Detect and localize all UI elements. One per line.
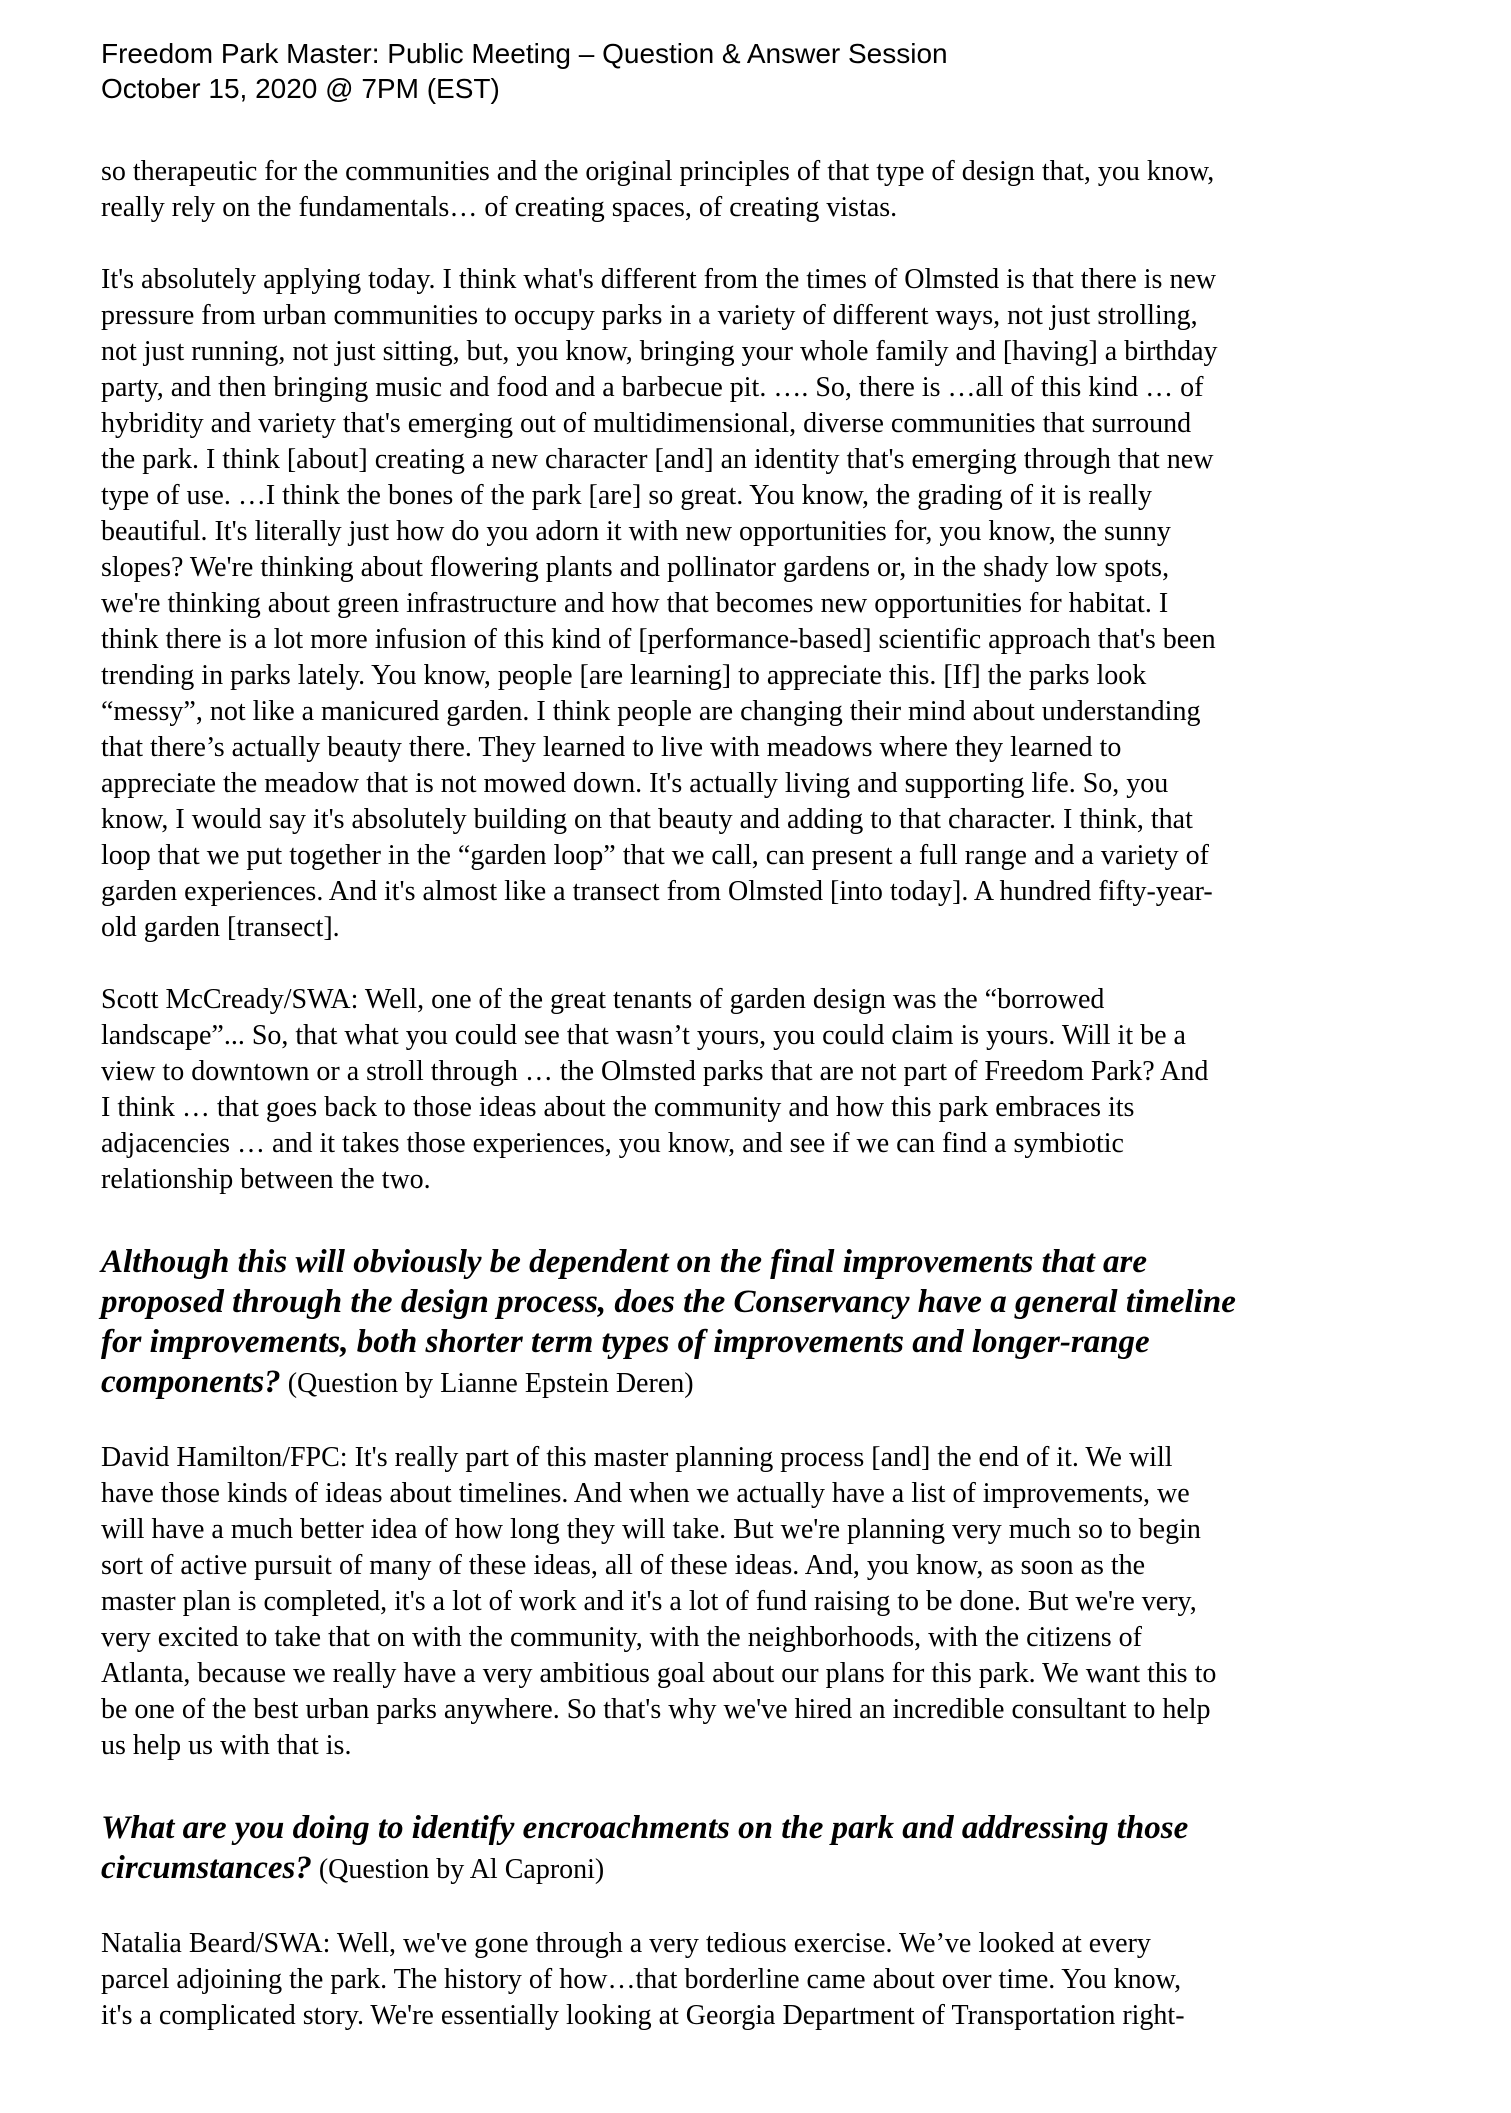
text-line: master plan is completed, it's a lot of work and it's a lot of fund raising to be done. But we're very, [101, 1586, 1197, 1617]
text-line: we're thinking about green infrastructure and how that becomes new opportunities for habitat. I [101, 588, 1169, 619]
question-attribution: (Question by Lianne Epstein Deren) [280, 1368, 694, 1399]
text-line: I think … that goes back to those ideas about the community and how this park embraces its [101, 1092, 1135, 1123]
paragraph-3 [101, 982, 1371, 1198]
question-attribution: (Question by Al Caproni) [311, 1854, 605, 1885]
text-line: view to downtown or a stroll through … the Olmsted parks that are not part of Freedom Park? And [101, 1056, 1209, 1087]
text-line: Scott McCready/SWA: Well, one of the great tenants of garden design was the “borrowed [101, 984, 1105, 1015]
paragraph-2 [101, 262, 1371, 946]
text-line: relationship between the two. [101, 1164, 431, 1195]
text-line: beautiful. It's literally just how do you adorn it with new opportunities for, you know, the sunny [101, 516, 1171, 547]
text-line: landscape”... So, that what you could see that wasn’t yours, you could claim is yours. Will it be a [101, 1020, 1186, 1051]
text-line: “messy”, not like a manicured garden. I think people are changing their mind about understanding [101, 696, 1201, 727]
text-line: sort of active pursuit of many of these ideas, all of these ideas. And, you know, as soon as the [101, 1550, 1146, 1581]
text-line: loop that we put together in the “garden loop” that we call, can present a full range and a variety of [101, 840, 1209, 871]
text-line: old garden [transect]. [101, 912, 340, 943]
text-line: Natalia Beard/SWA: Well, we've gone through a very tedious exercise. We’ve looked at every [101, 1928, 1151, 1959]
text-line: really rely on the fundamentals… of creating spaces, of creating vistas. [101, 192, 898, 223]
paragraph-1 [101, 154, 1371, 226]
text-line: so therapeutic for the communities and the original principles of that type of design that, you know, [101, 156, 1215, 187]
text-line: David Hamilton/FPC: It's really part of this master planning process [and] the end of it. We will [101, 1442, 1173, 1473]
text-line: party, and then bringing music and food and a barbecue pit. …. So, there is …all of this kind … of [101, 372, 1204, 403]
text-line: Atlanta, because we really have a very ambitious goal about our plans for this park. We want this to [101, 1658, 1217, 1689]
page-header [101, 36, 948, 106]
question-line: circumstances? [101, 1850, 312, 1886]
text-line: that there’s actually beauty there. They learned to live with meadows where they learned to [101, 732, 1122, 763]
header-title: Freedom Park Master: Public Meeting – Question & Answer Session [101, 38, 948, 69]
text-line: type of use. …I think the bones of the park [are] so great. You know, the grading of it is really [101, 480, 1153, 511]
header-date: October 15, 2020 @ 7PM (EST) [101, 73, 500, 104]
question-line: components? [101, 1364, 281, 1400]
text-line: not just running, not just sitting, but, you know, bringing your whole family and [having] a birthday [101, 336, 1218, 367]
answer-1 [101, 1440, 1371, 1764]
question-1 [101, 1242, 1371, 1404]
text-line: trending in parks lately. You know, people [are learning] to appreciate this. [If] the parks look [101, 660, 1147, 691]
text-line: have those kinds of ideas about timelines. And when we actually have a list of improvements, we [101, 1478, 1190, 1509]
text-line: the park. I think [about] creating a new character [and] an identity that's emerging through that new [101, 444, 1214, 475]
text-line: garden experiences. And it's almost like a transect from Olmsted [into today]. A hundred fifty-year- [101, 876, 1213, 907]
text-line: slopes? We're thinking about flowering plants and pollinator gardens or, in the shady low spots, [101, 552, 1170, 583]
text-line: parcel adjoining the park. The history of how…that borderline came about over time. You know, [101, 1964, 1182, 1995]
question-line: What are you doing to identify encroachments on the park and addressing those [101, 1810, 1189, 1846]
text-line: be one of the best urban parks anywhere. So that's why we've hired an incredible consultant to help [101, 1694, 1211, 1725]
text-line: pressure from urban communities to occupy parks in a variety of different ways, not just strolling, [101, 300, 1198, 331]
text-line: hybridity and variety that's emerging out of multidimensional, diverse communities that surround [101, 408, 1192, 439]
text-line: know, I would say it's absolutely building on that beauty and adding to that character. I think, that [101, 804, 1193, 835]
question-2 [101, 1808, 1371, 1890]
question-line: for improvements, both shorter term types of improvements and longer-range [101, 1324, 1150, 1360]
text-line: very excited to take that on with the community, with the neighborhoods, with the citizens of [101, 1622, 1142, 1653]
answer-2 [101, 1926, 1371, 2034]
text-line: appreciate the meadow that is not mowed down. It's actually living and supporting life. So, you [101, 768, 1169, 799]
text-line: think there is a lot more infusion of this kind of [performance-based] scientific approach that's been [101, 624, 1216, 655]
question-line: proposed through the design process, does the Conservancy have a general timeline [101, 1284, 1236, 1320]
transcript-body [101, 154, 1371, 2034]
text-line: us help us with that is. [101, 1730, 352, 1761]
question-line: Although this will obviously be dependent on the final improvements that are [101, 1244, 1148, 1280]
text-line: will have a much better idea of how long they will take. But we're planning very much so to begin [101, 1514, 1201, 1545]
text-line: it's a complicated story. We're essentially looking at Georgia Department of Transportation right- [101, 2000, 1185, 2031]
text-line: It's absolutely applying today. I think what's different from the times of Olmsted is that there is new [101, 264, 1217, 295]
text-line: adjacencies … and it takes those experiences, you know, and see if we can find a symbiotic [101, 1128, 1124, 1159]
